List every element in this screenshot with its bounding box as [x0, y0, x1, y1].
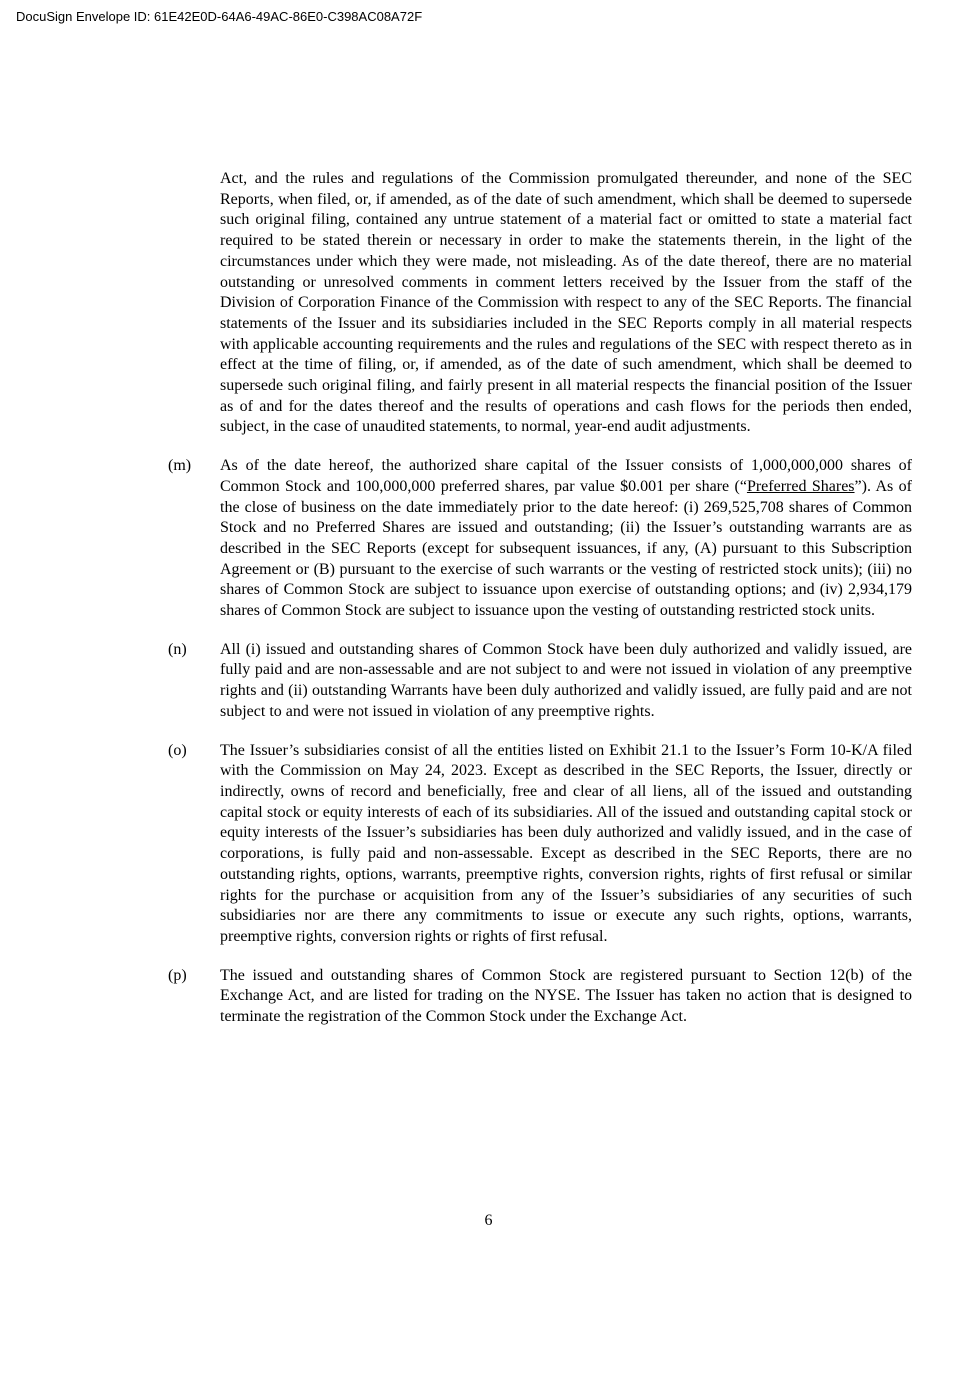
paragraph-m-text: [220, 456, 912, 622]
paragraph-o-text: The Issuer’s subsidiaries consist of all the entities listed on Exhibit 21.1 to the Issuer’s Form 10-K/A filed with the Commission on May 24, 2023. Except as described in the SEC Reports, the Issuer, directly or indirectly, owns of record and beneficially, free and clear of all liens, all of the issued and outstanding capital stock or equity interests of each of its subsidiaries. All of the issued and outstanding capital stock or equity interests of the Issuer’s subsidiaries has been duly authorized and validly issued, and in the case of corporations, is fully paid and non-assessable. Except as described in the SEC Reports, there are no outstanding rights, options, warrants, preemptive rights, conversion rights, rights of first refusal or similar rights for the purchase or acquisition from any of the Issuer’s subsidiaries of any securities of such subsidiaries nor are there any commitments to issue or execute any such rights, options, warrants, preemptive rights, conversion rights or rights of first refusal.: [220, 741, 912, 945]
docusign-envelope-id: DocuSign Envelope ID: 61E42E0D-64A6-49AC-86E0-C398AC08A72F: [16, 9, 423, 24]
page-number: 6: [484, 1212, 493, 1229]
paragraph-n-label: (n): [168, 640, 187, 658]
defined-term-preferred-shares: Preferred Shares: [746, 477, 855, 495]
paragraph-m-text-after: ”). As of the close of business on the date immediately prior to the date hereof: (i) 269,525,708 shares of Common Stock and no Preferred Shares are issued and outstanding; (ii) the Issuer’s outstanding warrants are as described in the SEC Reports (except for subsequent issuances, if any, (A) pursuant to this Subscription Agreement or (B) pursuant to the exercise of such warrants or the vesting of restricted stock units); (iii) no shares of Common Stock are subject to issuance upon exercise of outstanding options; and (iv) 2,934,179 shares of Common Stock are subject to issuance upon the vesting of outstanding restricted stock units.: [220, 477, 913, 620]
paragraph-p: [168, 966, 912, 1028]
paragraph-continuation: [168, 169, 912, 438]
paragraph-continuation-label: [168, 169, 220, 438]
paragraph-continuation-text: Act, and the rules and regulations of the Commission promulgated thereunder, and none of the SEC Reports, when filed, or, if amended, as of the date of such amendment, which shall be deemed to supersede such original filing, contained any untrue statement of a material fact or omitted to state a material fact required to be stated therein or necessary in order to make the statements therein, in the light of the circumstances under which they were made, not misleading. As of the date thereof, there are no material outstanding or unresolved comments in comment letters received by the Issuer from the staff of the Division of Corporation Finance of the Commission with respect to any of the SEC Reports. The financial statements of the Issuer and its subsidiaries included in the SEC Reports comply in all material respects with applicable accounting requirements and the rules and regulations of the SEC with respect thereto as in effect at the time of filing, or, if amended, as of the date of such amendment, which shall be deemed to supersede such original filing, and fairly present in all material respects the financial position of the Issuer as of and for the dates thereof and the results of operations and cash flows for the periods then ended, subject, in the case of unaudited statements, to normal, year-end audit adjustments.: [220, 170, 912, 436]
paragraph-p-label: (p): [168, 966, 187, 984]
paragraph-p-text: The issued and outstanding shares of Common Stock are registered pursuant to Section 12(b) of the Exchange Act, and are listed for trading on the NYSE. The Issuer has taken no action that is designed to terminate the registration of the Common Stock under the Exchange Act.: [220, 966, 912, 1026]
paragraph-o-label: (o): [168, 741, 187, 759]
paragraph-n-text: All (i) issued and outstanding shares of Common Stock have been duly authorized and validly issued, are fully paid and are non-assessable and are not subject to and were not issued in violation of any preemptive rights and (ii) outstanding Warrants have been duly authorized and validly issued, are fully paid and are not subject to and were not issued in violation of any preemptive rights.: [220, 640, 912, 720]
paragraph-m-label: (m): [168, 457, 192, 475]
document-body: [168, 169, 912, 1046]
paragraph-o: [168, 741, 912, 948]
paragraph-m: [168, 456, 912, 622]
paragraph-n: [168, 640, 912, 723]
paragraph-m-text-before: As of the date hereof, the authorized share capital of the Issuer consists of 1,000,000,000 shares of Common Stock and 100,000,000 preferred shares, par value $0.001 per share (“: [220, 457, 912, 495]
